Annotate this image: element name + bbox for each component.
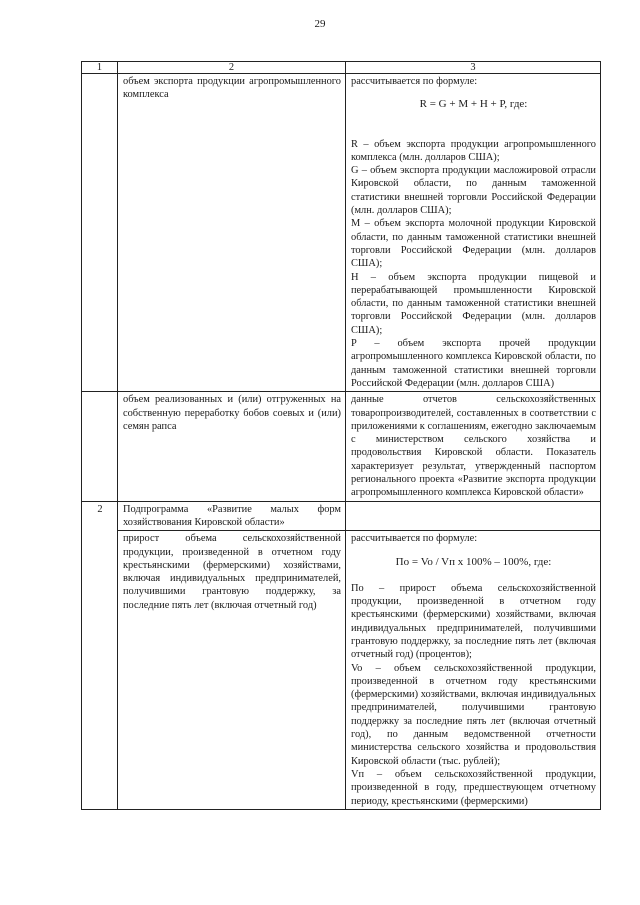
- row-number-cell: [82, 392, 118, 501]
- definition: M – объем экспорта молочной продукции Кировской области, по данным таможенной статистики внешней торговли Российской Федерации (млн. долларов США);: [351, 218, 596, 270]
- table-header-row: [82, 62, 601, 74]
- indicator-cell: прирост объема сельскохозяйственной продукции, произведенной в отчетном году крестьянскими (фермерскими) хозяйствами, включая индивидуальных предпринимателей, получившими грантовую поддержку, за последние пять лет (включая отчетный год): [118, 531, 346, 810]
- table-row: [82, 392, 601, 501]
- definition: Vo – объем сельскохозяйственной продукции, произведенной в отчетном году крестьянскими (фермерскими) хозяйствами, включая индивидуальных предпринимателей, получившими грантовую поддержку за последние пять лет (включая отчетный год), по данным ведомственной отчетности министерства сельского хозяйства и продовольствия Кировской области (тыс. рублей);: [351, 662, 596, 767]
- table-row: [82, 501, 601, 531]
- table-row: [82, 531, 601, 810]
- definition: По – прирост объема сельскохозяйственной продукции, произведенной в отчетном году крестьянскими (фермерскими) хозяйствами, включая индивидуальных предпринимателей, получившими грантовую поддержку, за последние пять лет (включая отчетный год) (процентов);: [351, 582, 596, 661]
- methodology-intro: рассчитывается по формуле:: [351, 76, 478, 87]
- row-number-cell: [82, 74, 118, 392]
- column-header: 1: [82, 62, 118, 74]
- definition: R – объем экспорта продукции агропромышленного комплекса (млн. долларов США);: [351, 138, 596, 163]
- indicator-cell: объем экспорта продукции агропромышленного комплекса: [118, 74, 346, 392]
- formula: По = Vo / Vп x 100% – 100%, где:: [395, 555, 552, 568]
- definition: G – объем экспорта продукции масложировой отрасли Кировской области, по данным таможенной статистики внешней торговли Российской Федерации (млн. долларов США);: [351, 165, 596, 217]
- column-header: 3: [346, 62, 601, 74]
- row-number-cell: 2: [82, 501, 118, 809]
- indicator-cell: объем реализованных и (или) отгруженных на собственную переработку бобов соевых и (или) семян рапса: [118, 392, 346, 501]
- methodology-cell: [346, 531, 601, 810]
- methodology-cell: [346, 501, 601, 531]
- column-header: 2: [118, 62, 346, 74]
- definition: Vп – объем сельскохозяйственной продукции, произведенной в году, предшествующем отчетному периоду, крестьянскими (фермерскими): [351, 768, 596, 807]
- definition: H – объем экспорта продукции пищевой и перерабатывающей промышленности Кировской области, по данным таможенной статистики внешней торговли Российской Федерации (млн. долларов США);: [351, 271, 596, 336]
- subprogram-cell: Подпрограмма «Развитие малых форм хозяйствования Кировской области»: [118, 501, 346, 531]
- table-row: [82, 74, 601, 392]
- indicator-methodology-table: [81, 61, 601, 810]
- formula: R = G + M + H + P, где:: [419, 98, 528, 111]
- methodology-cell: [346, 74, 601, 392]
- page-number: 29: [314, 18, 326, 30]
- methodology-cell: данные отчетов сельскохозяйственных товаропроизводителей, составленных в соответствии с приложениями к соглашениям, ежегодно заключаемым с министерством сельского хозяйства и продовольствия Кировской области. Показатель характеризует результат, утвержденный паспортом регионального проекта «Развитие экспорта продукции агропромышленного комплекса Кировской области»: [346, 392, 601, 501]
- definition: P – объем экспорта прочей продукции агропромышленного комплекса Кировской области, по данным таможенной статистики внешней торговли Российской Федерации (млн. долларов США): [351, 338, 596, 389]
- methodology-intro: рассчитывается по формуле:: [351, 533, 478, 545]
